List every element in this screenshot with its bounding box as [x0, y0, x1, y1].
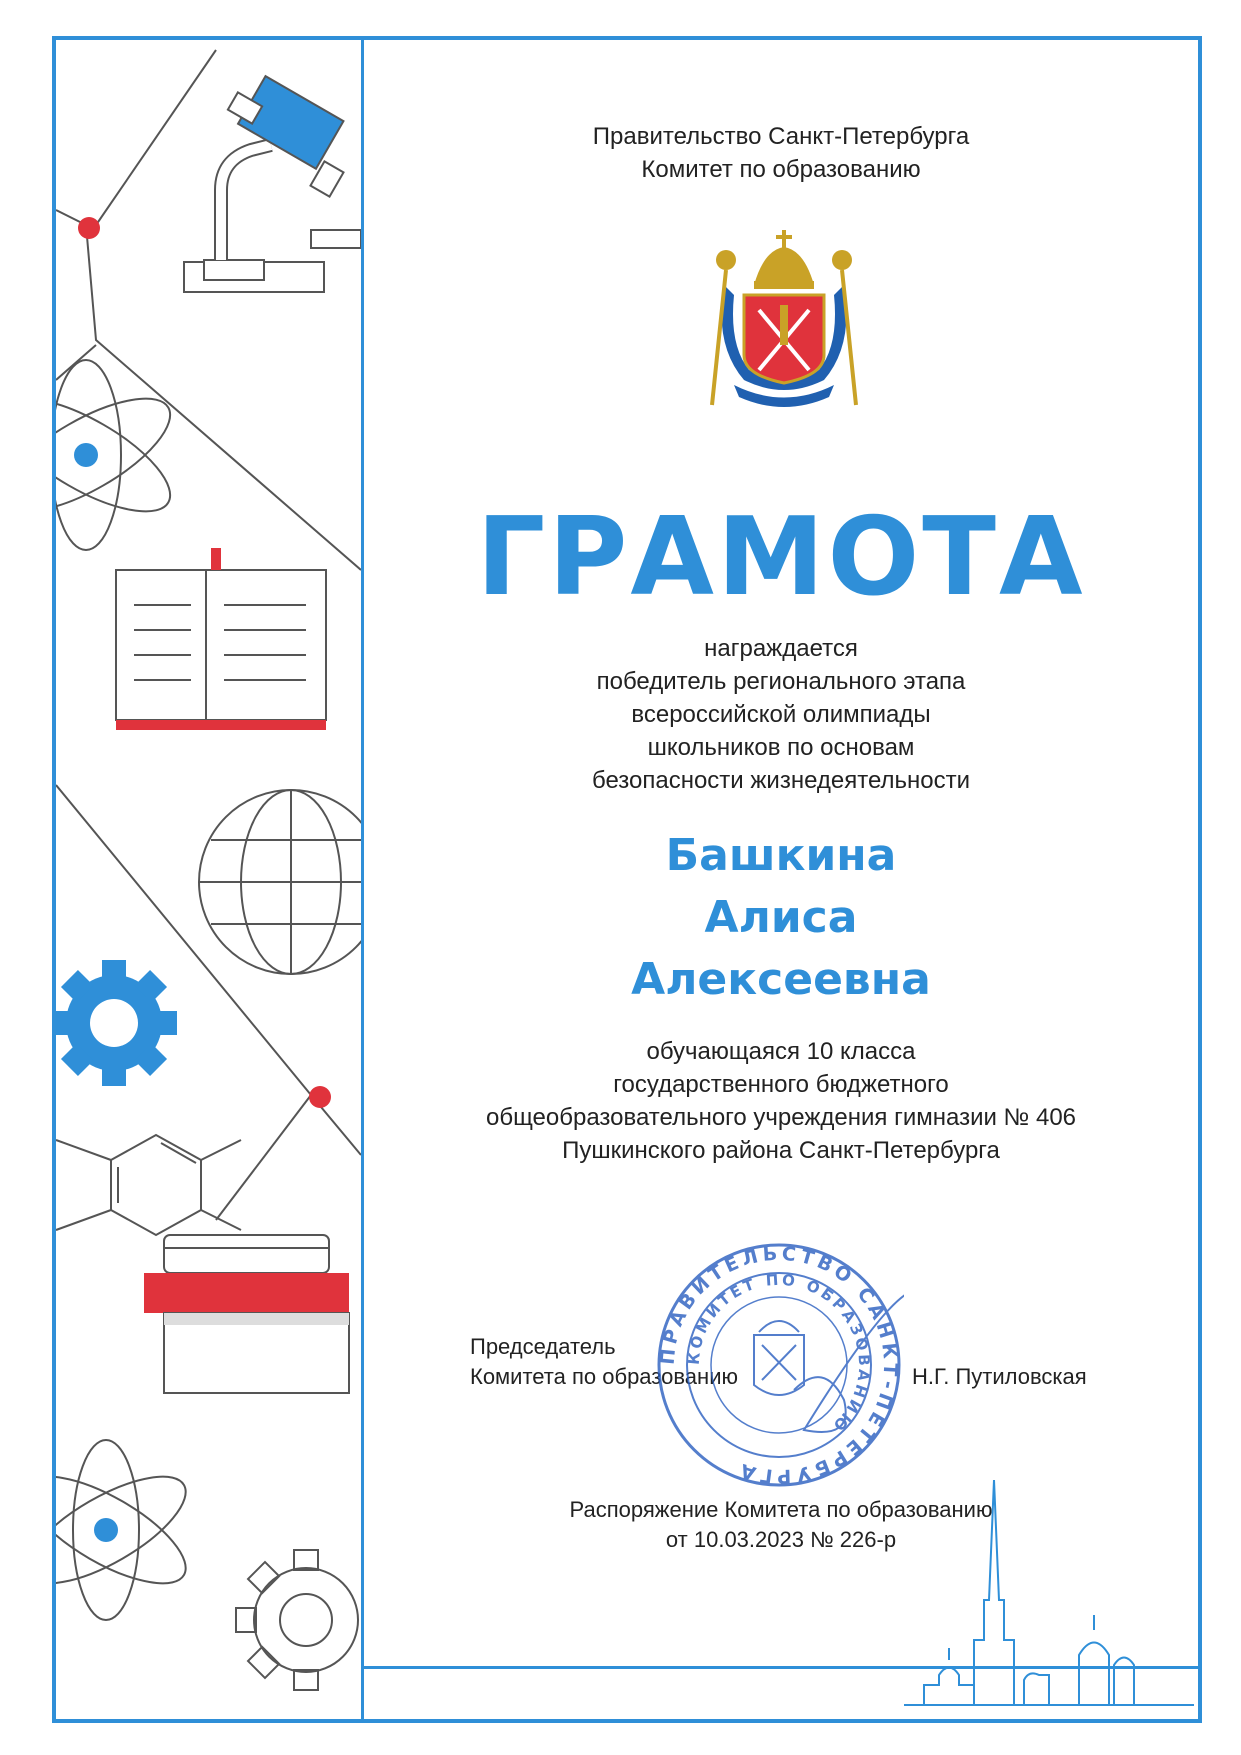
description-line: обучающаяся 10 класса [646, 1038, 916, 1065]
award-line: школьников по основам [647, 734, 915, 761]
issuer-header [364, 120, 1198, 186]
molecule-icon [56, 1135, 241, 1235]
atom-icon [56, 360, 186, 550]
stamp-inner-text: КОМИТЕТ ПО ОБРАЗОВАНИЮ [684, 1270, 874, 1437]
recipient-name [364, 825, 1198, 1011]
books-stack-icon [144, 1235, 349, 1393]
recipient-first-name: Алиса [704, 892, 858, 943]
award-line: всероссийской олимпиады [631, 701, 931, 728]
city-skyline-icon [904, 1480, 1194, 1706]
book-icon [116, 548, 326, 730]
order-date-number: от 10.03.2023 № 226-р [665, 1527, 897, 1552]
issuer-government: Правительство Санкт-Петербурга [592, 123, 970, 150]
signatory-name: Н.Г. Путиловская [912, 1364, 1087, 1389]
red-dot-icon [78, 217, 100, 239]
award-line: безопасности жизнедеятельности [591, 767, 971, 794]
gear-outline-icon [236, 1550, 358, 1690]
recipient-patronymic: Алексеевна [631, 954, 931, 1005]
recipient-surname: Башкина [665, 830, 897, 881]
official-stamp [654, 1240, 904, 1490]
stamp-outer-text: ПРАВИТЕЛЬСТВО САНКТ-ПЕТЕРБУРГА [656, 1242, 902, 1488]
gear-icon [56, 960, 177, 1086]
signatory-committee: Комитета по образованию [470, 1364, 738, 1389]
recipient-description [364, 1035, 1198, 1167]
red-dot-icon [309, 1086, 331, 1108]
stamp-emblem-icon [754, 1321, 804, 1395]
description-line: общеобразовательного учреждения гимназии № 406 [485, 1104, 1077, 1131]
award-text [364, 632, 1198, 797]
description-line: Пушкинского района Санкт-Петербурга [562, 1137, 1000, 1164]
issuer-committee: Комитет по образованию [641, 156, 921, 183]
certificate-title: ГРАМОТА [476, 495, 1086, 620]
signatory-title: Председатель [470, 1334, 616, 1359]
microscope-icon [184, 76, 361, 292]
atom-icon [56, 1440, 200, 1620]
globe-icon [199, 790, 361, 974]
award-line: победитель регионального этапа [596, 668, 966, 695]
certificate-content [364, 40, 1198, 1666]
decorative-panel [56, 40, 361, 1719]
description-line: государственного бюджетного [613, 1071, 949, 1098]
award-line: награждается [704, 635, 858, 662]
order-title: Распоряжение Комитета по образованию [569, 1497, 993, 1522]
coat-of-arms-icon [704, 225, 864, 415]
